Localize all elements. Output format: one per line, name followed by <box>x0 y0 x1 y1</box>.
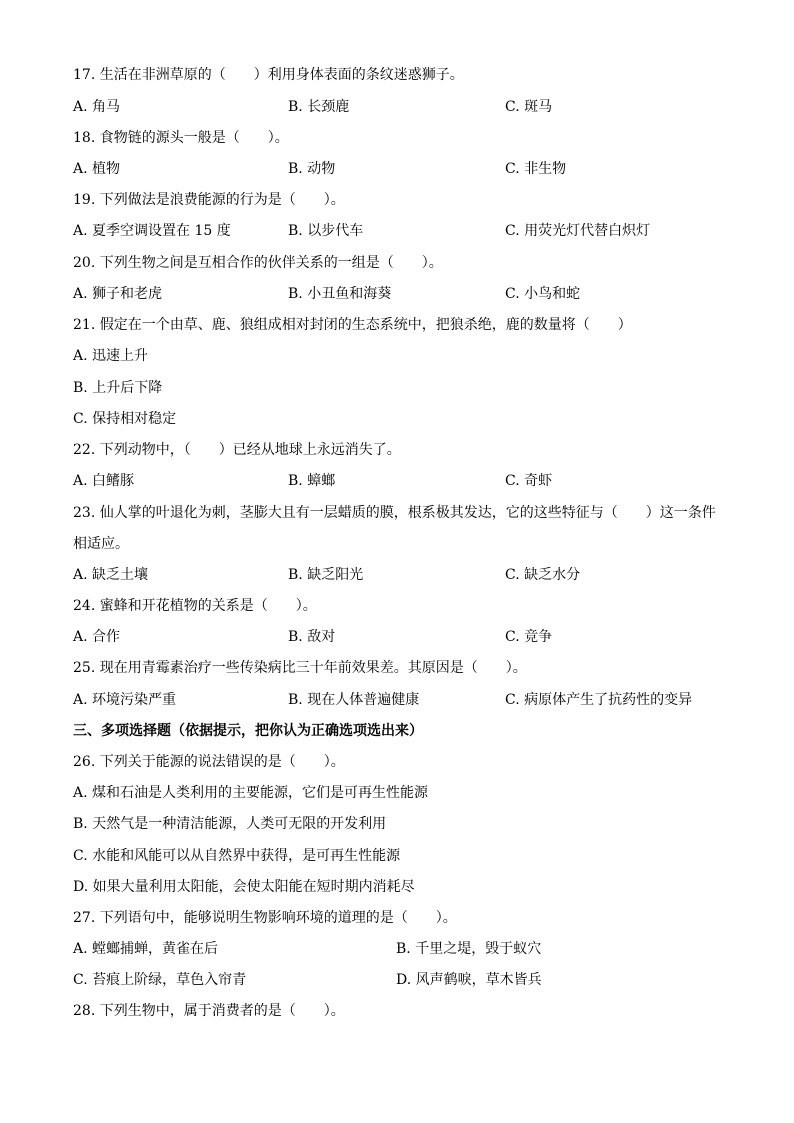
question-21-stem: 21. 假定在一个由草、鹿、狼组成相对封闭的生态系统中，把狼杀绝，鹿的数量将（ ） <box>73 317 632 333</box>
q23-option-b[interactable]: B. 缺乏阳光 <box>288 567 364 583</box>
q19-option-a[interactable]: A. 夏季空调设置在 15 度 <box>73 223 231 239</box>
q27-option-c[interactable]: C. 苔痕上阶绿，草色入帘青 <box>73 972 247 988</box>
q26-option-d[interactable]: D. 如果大量利用太阳能，会使太阳能在短时期内消耗尽 <box>73 879 415 895</box>
q22-option-b[interactable]: B. 蟑螂 <box>288 473 336 489</box>
q17-option-c[interactable]: C. 斑马 <box>505 99 553 115</box>
question-24-stem: 24. 蜜蜂和开花植物的关系是（ ）。 <box>73 598 317 614</box>
q26-option-c[interactable]: C. 水能和风能可以从自然界中获得，是可再生性能源 <box>73 848 401 864</box>
q20-option-c[interactable]: C. 小鸟和蛇 <box>505 286 581 302</box>
question-18-stem: 18. 食物链的源头一般是（ ）。 <box>73 130 289 146</box>
q22-option-c[interactable]: C. 奇虾 <box>505 473 553 489</box>
q27-option-d[interactable]: D. 风声鹤唳，草木皆兵 <box>396 972 542 988</box>
q27-option-b[interactable]: B. 千里之堤，毁于蚁穴 <box>396 941 542 957</box>
q24-option-c[interactable]: C. 竞争 <box>505 629 553 645</box>
q19-option-b[interactable]: B. 以步代车 <box>288 223 364 239</box>
q24-option-a[interactable]: A. 合作 <box>73 629 121 645</box>
q22-option-a[interactable]: A. 白鳍豚 <box>73 473 135 489</box>
question-20-stem: 20. 下列生物之间是互相合作的伙伴关系的一组是（ ）。 <box>73 255 443 271</box>
question-22-stem: 22. 下列动物中，（ ）已经从地球上永远消失了。 <box>73 442 401 458</box>
question-23-stem-line-2: 相适应。 <box>73 536 129 552</box>
q26-option-a[interactable]: A. 煤和石油是人类利用的主要能源，它们是可再生性能源 <box>73 785 429 801</box>
question-28-stem: 28. 下列生物中，属于消费者的是（ ）。 <box>73 1003 345 1019</box>
q18-option-a[interactable]: A. 植物 <box>73 161 121 177</box>
q25-option-c[interactable]: C. 病原体产生了抗药性的变异 <box>505 692 693 708</box>
q27-option-a[interactable]: A. 螳螂捕蝉，黄雀在后 <box>73 941 219 957</box>
q26-option-b[interactable]: B. 天然气是一种清洁能源，人类可无限的开发利用 <box>73 816 387 832</box>
q25-option-b[interactable]: B. 现在人体普遍健康 <box>288 692 420 708</box>
q25-option-a[interactable]: A. 环境污染严重 <box>73 692 177 708</box>
question-27-stem: 27. 下列语句中，能够说明生物影响环境的道理的是（ ）。 <box>73 910 457 926</box>
q23-option-a[interactable]: A. 缺乏土壤 <box>73 567 149 583</box>
question-23-stem-line-1: 23. 仙人掌的叶退化为刺，茎膨大且有一层蜡质的膜，根系极其发达，它的这些特征与（ ）这一条件 <box>73 505 716 521</box>
q20-option-b[interactable]: B. 小丑鱼和海葵 <box>288 286 392 302</box>
q18-option-c[interactable]: C. 非生物 <box>505 161 567 177</box>
q23-option-c[interactable]: C. 缺乏水分 <box>505 567 581 583</box>
q24-option-b[interactable]: B. 敌对 <box>288 629 336 645</box>
question-25-stem: 25. 现在用青霉素治疗一些传染病比三十年前效果差。其原因是（ ）。 <box>73 660 527 676</box>
q18-option-b[interactable]: B. 动物 <box>288 161 336 177</box>
question-19-stem: 19. 下列做法是浪费能源的行为是（ ）。 <box>73 192 345 208</box>
section-3-heading: 三、多项选择题（依据提示，把你认为正确选项选出来） <box>73 723 423 739</box>
q20-option-a[interactable]: A. 狮子和老虎 <box>73 286 163 302</box>
q17-option-b[interactable]: B. 长颈鹿 <box>288 99 350 115</box>
q17-option-a[interactable]: A. 角马 <box>73 99 121 115</box>
question-17-stem: 17. 生活在非洲草原的（ ）利用身体表面的条纹迷惑狮子。 <box>73 67 464 83</box>
q21-option-b[interactable]: B. 上升后下降 <box>73 380 163 396</box>
question-26-stem: 26. 下列关于能源的说法错误的是（ ）。 <box>73 754 345 770</box>
q21-option-a[interactable]: A. 迅速上升 <box>73 348 149 364</box>
q19-option-c[interactable]: C. 用荧光灯代替白炽灯 <box>505 223 651 239</box>
q21-option-c[interactable]: C. 保持相对稳定 <box>73 411 177 427</box>
